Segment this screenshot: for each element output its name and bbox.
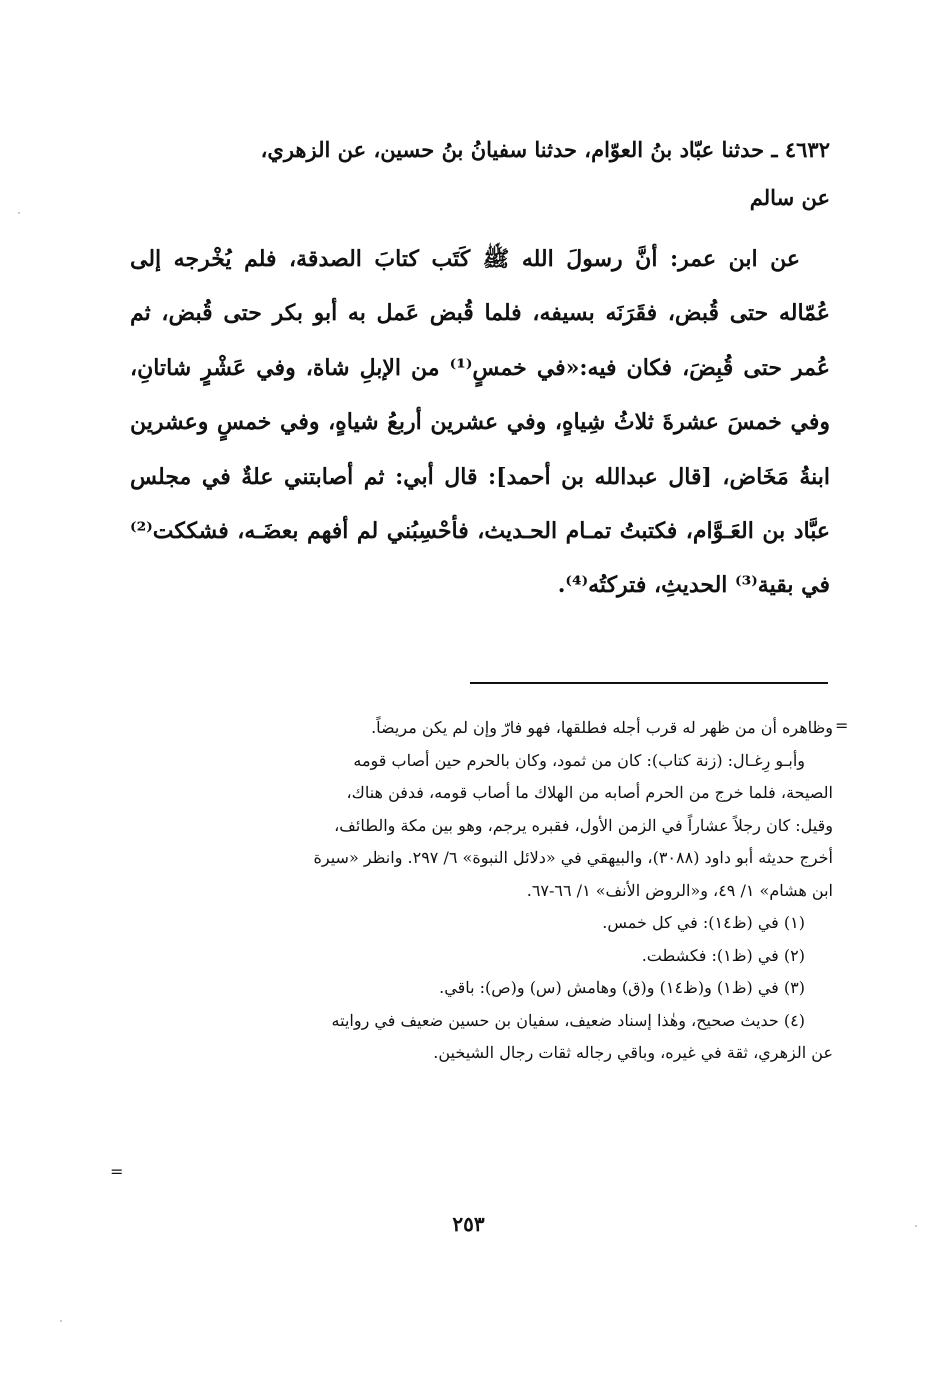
- footnote-continued-line: وأبـو رِغـال: (زنة كتاب): كان من ثمود، وكان بالحرم حين أصاب قومه: [353, 750, 805, 770]
- hadith-isnad-line2: عن سالم: [749, 185, 830, 210]
- footnote-2: (٢) في (ظ١): فكشطت.: [641, 945, 805, 965]
- page-number: ٢٥٣: [452, 1212, 485, 1236]
- footnote-separator: [470, 682, 828, 684]
- continuation-mark-top: =: [835, 716, 849, 735]
- footnote-1: (١) في (ظ١٤): في كل خمس.: [602, 913, 805, 932]
- scan-speck: [18, 212, 20, 214]
- hadith-isnad-line1: ٤٦٣٢ ـ حدثنا عبّاد بنُ العوّام، حدثنا سفيانُ بنُ حسين، عن الزهري،: [260, 137, 830, 162]
- footnote-continued-line: وظاهره أن من ظهر له قرب أجله فطلقها، فهو فارّ وإن لم يكن مريضاً.: [371, 718, 833, 737]
- footnote-continued-line: وقيل: كان رجلاً عشاراً في الزمن الأول، فقبره يرجم، وهو بين مكة والطائف،: [334, 815, 833, 835]
- footnote-continued-line: أخرج حديثه أبو داود (٣٠٨٨)، والبيهقي في «دلائل النبوة» ٦/ ٢٩٧. وانظر «سيرة: [313, 848, 833, 867]
- hadith-heading: [130, 126, 830, 222]
- footnote-4-line1: (٤) حديث صحيح، وهٰذا إسناد ضعيف، سفيان بن حسين ضعيف في روايته: [331, 1010, 805, 1030]
- hadith-text: [130, 232, 830, 613]
- footnotes: [130, 712, 833, 1070]
- footnote-continued-line: الصيحة، فلما خرج من الحرم أصابه من الهلاك ما أصاب قومه، فدفن هناك،: [346, 783, 833, 802]
- continuation-mark-bottom: =: [110, 1162, 124, 1181]
- scan-speck: [915, 1225, 917, 1227]
- footnote-continued-line: ابن هشام» ١/ ٤٩، و«الروض الأنف» ١/ ٦٦-٦٧.: [526, 880, 833, 900]
- hadith-matn: عن ابن عمر: أنَّ رسولَ الله ﷺ كَتَب كتابَ الصدقة، فلم يُخْرجه إلى عُمّاله حتى قُبض، فقَرَنَه بسيفه، فلما قُبض عَمل به أبو بكر حتى قُبض، ثم عُمر حتى قُبِضَ، فكان فيه:«في خمسٍ⁽¹⁾ من الإبلِ شاة، وفي عَشْرٍ شاتانِ، وفي خمسَ عشرةَ ثلاثُ شِياهٍ، وفي عشرين أربعُ شياهٍ، وفي خمسٍ وعشرين ابنةُ مَخَاض، [قال عبدالله بن أحمد]: قال أبي: ثم أصابتني علةٌ في مجلس عبَّاد بن العَـوَّام، فكتبتُ تمـام الحـديث، فأحْسِبُني لم أفهم بعضَـه، فشككت⁽²⁾ في بقية⁽³⁾ الحديثِ، فتركتُه⁽⁴⁾.: [130, 246, 830, 599]
- scan-speck: [60, 1320, 62, 1322]
- footnote-4-line2: عن الزهري، ثقة في غيره، وباقي رجاله ثقات رجال الشيخين.: [433, 1043, 833, 1062]
- footnote-3: (٣) في (ظ١) و(ظ١٤) و(ق) وهامش (س) و(ص): باقي.: [439, 978, 805, 997]
